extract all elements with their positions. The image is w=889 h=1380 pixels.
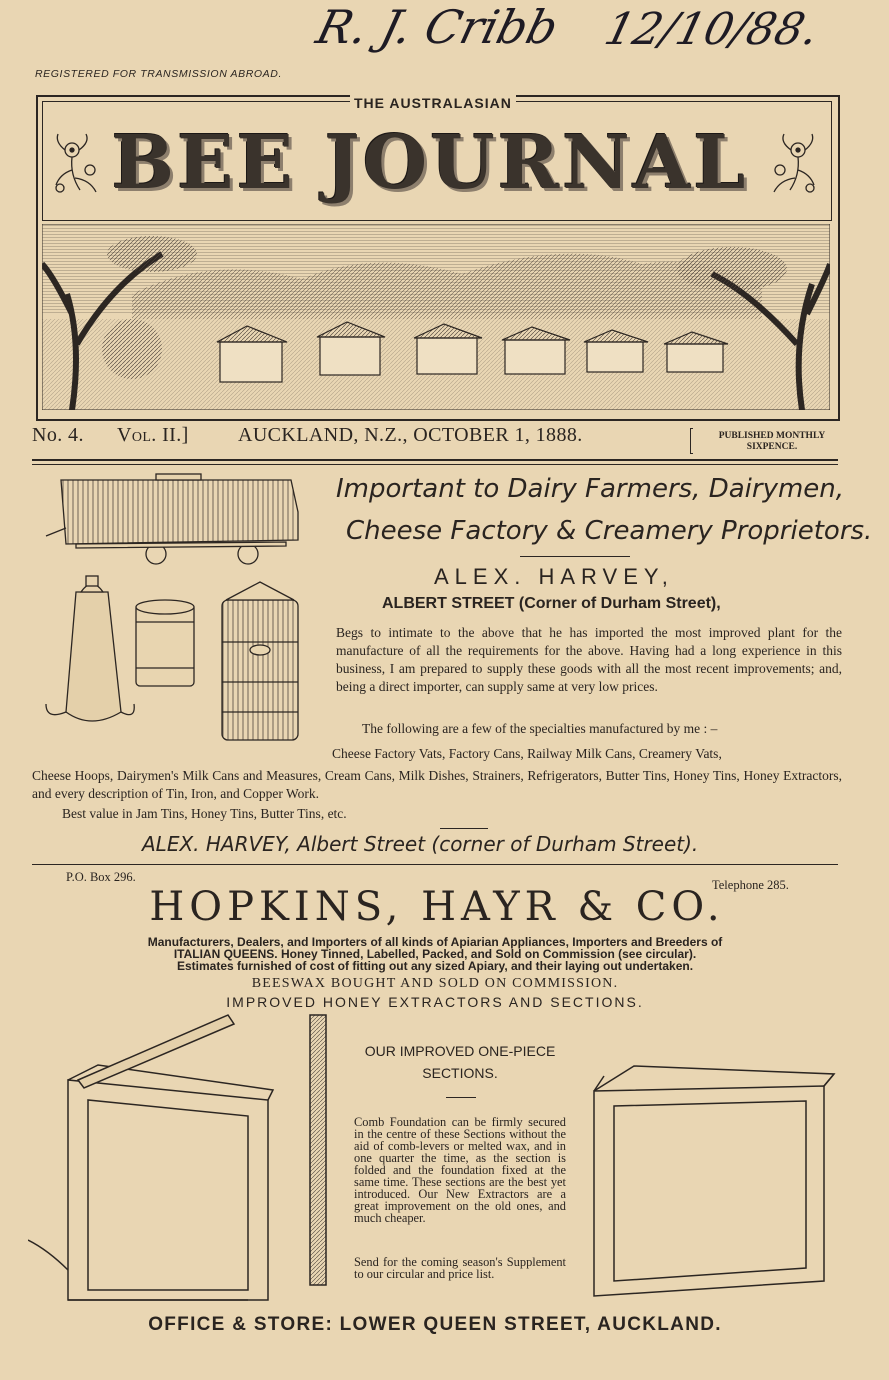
harvey-address: ALBERT STREET (Corner of Durham Street), [382,595,721,612]
journal-title: BEE JOURNAL [111,120,749,206]
telephone: Telephone 285. [712,878,789,892]
handwritten-signature: R. J. Cribb [311,0,564,54]
beeswax-line: BEESWAX BOUGHT AND SOLD ON COMMISSION. [251,976,619,991]
flower-ornament-right [760,130,820,200]
handwritten-date: 12/10/88. [599,4,824,55]
harvey-name: ALEX. HARVEY, [434,564,674,589]
divider-rule [32,464,838,465]
section-frame-illustration-left [28,1010,328,1306]
divider-rule [32,864,838,865]
registered-notice: REGISTERED FOR TRANSMISSION ABROAD. [35,68,282,80]
place-and-date: AUCKLAND, N.Z., OCTOBER 1, 1888. [238,424,583,446]
harvey-specialties-list: Cheese Hoops, Dairymen's Milk Cans and Measures, Cream Cans, Milk Dishes, Strainers, Refrigerators, Butter Tins, Honey Tins, Honey Extractors, and every description of Tin, Iron, and Copper Work. [32,768,842,801]
harvey-signoff: ALEX. HARVEY, Albert Street (corner of Durham Street). [142,832,699,856]
dairy-equipment-illustration [36,472,326,752]
short-rule [440,828,488,829]
supplement-note: Send for the coming season's Supplement to our circular and price list. [354,1255,566,1281]
hopkins-hayr-name: HOPKINS, HAYR & CO. [149,884,725,930]
office-and-store-address: OFFICE & STORE: LOWER QUEEN STREET, AUCKLAND. [148,1314,722,1335]
hopkins-description-line-2: ITALIAN QUEENS. Honey Tinned, Labelled, Packed, and Sold on Commission (see circular). [173,947,697,961]
issue-number: No. 4. [32,424,84,446]
hopkins-description [32,936,838,972]
hopkins-description-line-3: Estimates furnished of cost of fitting out any sized Apiary, and their laying out undertaken. [176,959,694,973]
hopkins-description-line-1: Manufacturers, Dealers, and Importers of all kinds of Apiarian Appliances, Importers and Breeders of [147,935,723,949]
harvey-specialties-line: Cheese Factory Vats, Factory Cans, Railway Milk Cans, Creamery Vats, [332,746,722,761]
extractors-line: IMPROVED HONEY EXTRACTORS AND SECTIONS. [226,994,644,1010]
short-rule [446,1097,476,1098]
published-line-1: PUBLISHED MONTHLY [718,431,826,441]
bracket [690,428,693,454]
sections-title-line-2: SECTIONS. [422,1065,498,1081]
harvey-headline-1: Important to Dairy Farmers, Dairymen, [336,474,845,504]
harvey-best-value: Best value in Jam Tins, Honey Tins, Butter Tins, etc. [62,806,347,821]
sections-description: Comb Foundation can be firmly secured in the centre of these Sections without the aid of comb-levers or melted wax, and in one quarter the time, as the section is folded and the foundation fixed at the same time. These sections are the best yet introduced. Our New Extractors are a great improvement on the old ones, and much cheaper. [354,1115,566,1225]
published-line-2: SIXPENCE. [746,442,798,452]
harvey-paragraph-1: Begs to intimate to the above that he has imported the most improved plant for the manufacture of all the requirements for the above. Having had a long experience in this business, I am prepared to supply these goods with all the most recent improvements; and, being a direct importer, can supply same at very low prices. [336,625,842,694]
section-frame-illustration-right [584,1056,840,1306]
sections-title-line-1: OUR IMPROVED ONE-PIECE [364,1043,556,1059]
harvey-headline-2: Cheese Factory & Creamery Proprietors. [346,516,873,546]
po-box: P.O. Box 296. [66,870,136,884]
sections-title [346,1040,574,1084]
volume-number: Vol. II.] [117,424,189,446]
divider-rule [32,459,838,461]
apiary-illustration [42,224,830,410]
masthead-overline: THE AUSTRALASIAN [350,95,516,111]
published-monthly [698,431,846,453]
harvey-specialties-lead: The following are a few of the specialties manufactured by me : – [362,721,718,736]
short-rule [520,556,630,557]
